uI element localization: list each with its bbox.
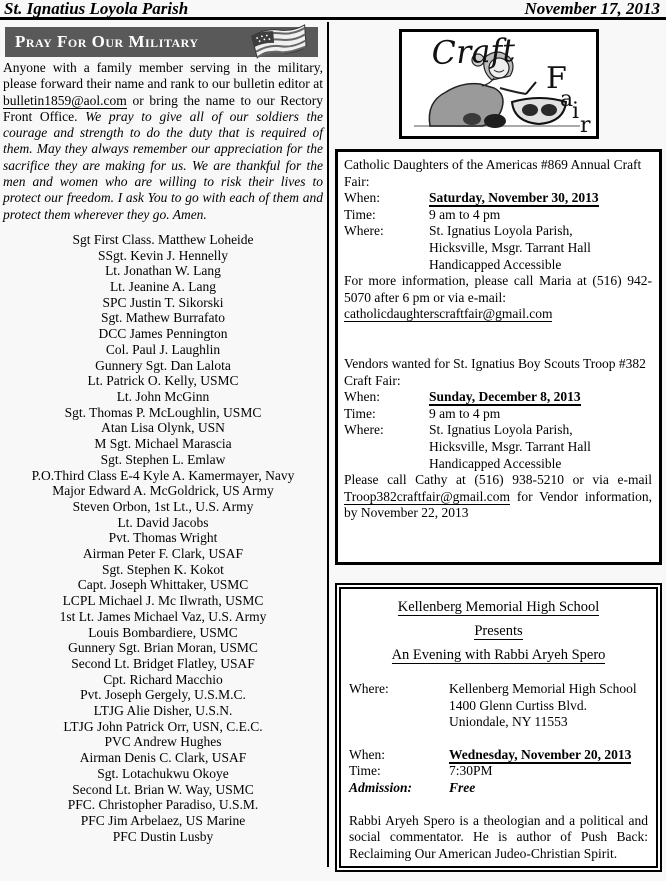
vendors-title: Vendors wanted for St. Ignatius Boy Scouts Troop #382 Craft Fair: xyxy=(344,355,646,388)
craft-fair-info-box xyxy=(335,149,662,565)
event-time-value: 7:30PM xyxy=(449,763,493,779)
craft-fair-illustration xyxy=(399,29,599,139)
where-label: Where: xyxy=(349,681,389,696)
svg-text:F: F xyxy=(545,61,567,96)
page-header xyxy=(0,0,666,20)
cda-time-value: 9 am to 4 pm xyxy=(429,206,501,222)
pray-for-military-banner xyxy=(5,27,318,57)
cda-contact-text: For more information, please call Maria at (516) 942-5070 after 6 pm or via e-mail: xyxy=(344,273,652,305)
kellenberg-heading-3: An Evening with Rabbi Aryeh Spero xyxy=(391,647,606,663)
troop-contact-paragraph xyxy=(344,472,652,522)
time-label: Time: xyxy=(349,763,381,779)
troop-where-line2: Hicksville, Msgr. Tarrant Hall xyxy=(429,438,591,454)
spacer xyxy=(344,323,652,356)
military-intro-paragraph xyxy=(3,60,323,223)
military-name: LTJG Alie Disher, U.S.N. xyxy=(93,703,233,719)
military-name: Major Edward A. McGoldrick, US Army xyxy=(52,483,274,499)
svg-text:a: a xyxy=(559,87,573,112)
military-name: DCC James Pennington xyxy=(98,326,228,342)
troop-email-link[interactable]: Troop382craftfair@gmail.com xyxy=(344,488,511,504)
military-name: Sgt First Class. Matthew Loheide xyxy=(72,231,254,247)
troop-time-row xyxy=(344,406,652,423)
military-name: PFC Dustin Lusby xyxy=(112,828,214,844)
military-name: Cpt. Richard Macchio xyxy=(103,671,223,687)
kellenberg-event-box xyxy=(335,583,662,872)
troop-where-line3: Handicapped Accessible xyxy=(429,455,562,471)
military-name: SPC Justin T. Sikorski xyxy=(102,294,224,310)
svg-text:r: r xyxy=(579,113,591,136)
military-name: Lt. Jeanine A. Lang xyxy=(109,279,217,295)
military-name: PFC. Christopher Paradiso, U.S.M. xyxy=(67,797,259,813)
military-names-list xyxy=(2,232,324,844)
military-name: Lt. Jonathan W. Lang xyxy=(105,263,221,279)
where-label: Where: xyxy=(344,422,384,438)
event-admission-row xyxy=(349,780,648,797)
troop-contact-text: Please call Cathy at (516) 938-5210 or via e-mail xyxy=(344,472,652,488)
event-admission-value: Free xyxy=(449,779,476,795)
when-label: When: xyxy=(344,190,380,206)
when-label: When: xyxy=(344,389,380,405)
military-name: SSgt. Kevin J. Hennelly xyxy=(97,247,229,263)
military-name: Second Lt. Bridget Flatley, USAF xyxy=(71,655,255,671)
military-name: Sgt. Mathew Burrafato xyxy=(100,310,226,326)
intro-text-2: or bring the name to our Rectory Front Office. xyxy=(3,92,323,124)
military-name: Gunnery Sgt. Brian Moran, USMC xyxy=(68,640,258,656)
cda-time-row xyxy=(344,207,652,224)
event-time-row xyxy=(349,763,648,780)
troop-time-value: 9 am to 4 pm xyxy=(429,405,501,421)
military-name: LTJG John Patrick Orr, USN, C.E.C. xyxy=(63,718,263,734)
kellenberg-heading-2: Presents xyxy=(474,623,523,639)
time-label: Time: xyxy=(344,405,376,421)
cda-where-line2: Hicksville, Msgr. Tarrant Hall xyxy=(429,239,591,255)
bulletin-editor-email-link[interactable]: bulletin1859@aol.com xyxy=(3,92,127,108)
cda-when-value: Saturday, November 30, 2013 xyxy=(429,190,599,206)
military-name: Pvt. Joseph Gergely, U.S.M.C. xyxy=(80,687,246,703)
parish-title: St. Ignatius Loyola Parish xyxy=(4,0,189,18)
military-name: Capt. Joseph Whittaker, USMC xyxy=(77,577,249,593)
troop-where-line1: St. Ignatius Loyola Parish, xyxy=(429,422,573,438)
military-name: Pvt. Thomas Wright xyxy=(108,530,218,546)
military-name: Col. Paul J. Laughlin xyxy=(105,341,221,357)
svg-text:i: i xyxy=(571,99,579,124)
banner-title: Pray For Our Military xyxy=(15,31,199,51)
rabbi-bio-paragraph: Rabbi Aryeh Spero is a theologian and a political and social commentator. He is author of Push Back: Reclaiming Our American Judeo-Christian Spirit. xyxy=(349,812,648,861)
event-where-line3: Uniondale, NY 11553 xyxy=(449,714,568,730)
left-column xyxy=(0,20,327,881)
military-name: Sgt. Stephen L. Emlaw xyxy=(100,451,226,467)
admission-label: Admission: xyxy=(349,779,413,795)
troop-when-row xyxy=(344,389,652,406)
military-name: Second Lt. Brian W. Way, USMC xyxy=(72,781,254,797)
military-name: 1st Lt. James Michael Vaz, U.S. Army xyxy=(59,608,267,624)
troop-where-row xyxy=(344,422,652,472)
cda-where-line1: St. Ignatius Loyola Parish, xyxy=(429,223,573,239)
military-name: LCPL Michael J. Mc Ilwrath, USMC xyxy=(62,593,264,609)
right-column xyxy=(329,20,666,881)
event-when-value: Wednesday, November 20, 2013 xyxy=(449,746,632,762)
cda-where-line3: Handicapped Accessible xyxy=(429,256,562,272)
military-name: Lt. John McGinn xyxy=(116,389,210,404)
military-name: PFC Jim Arbelaez, US Marine xyxy=(80,812,246,828)
military-name: Airman Denis C. Clark, USAF xyxy=(79,750,247,766)
craft-word: Craft xyxy=(430,32,516,72)
troop-contact-text-2: for Vendor information, by November 22, 2013 xyxy=(344,488,652,521)
military-name: Sgt. Thomas P. McLoughlin, USMC xyxy=(64,404,262,420)
cda-contact-paragraph xyxy=(344,273,652,323)
military-name: Sgt. Lotachukwu Okoye xyxy=(97,765,229,781)
cda-when-row xyxy=(344,190,652,207)
cda-email-link[interactable]: catholicdaughterscraftfair@gmail.com xyxy=(344,306,553,322)
event-where-row xyxy=(349,681,648,731)
where-label: Where: xyxy=(344,223,384,239)
kellenberg-heading-1: Kellenberg Memorial High School xyxy=(397,599,600,615)
event-where-line2: 1400 Glenn Curtiss Blvd. xyxy=(449,697,588,713)
time-label: Time: xyxy=(344,206,376,222)
cda-title: Catholic Daughters of the Americas #869 Annual Craft Fair: xyxy=(344,157,642,189)
intro-text-1: Anyone with a family member serving in the military, please forward their name and rank to our bulletin editor at xyxy=(3,60,323,92)
military-prayer-text: We pray to give all of our soldiers the courage and strength to do the duty that is required of them. May they always remember our appreciation for the sacrifice they are making for us. We are thankful for the men and women who are willing to risk their lives to protect our freedom. I ask You to go with each of them and protect them wherever they go. Amen. xyxy=(3,108,323,222)
military-name: Lt. Patrick O. Kelly, USMC xyxy=(87,373,239,389)
header-date: November 17, 2013 xyxy=(524,0,660,18)
cda-where-row xyxy=(344,223,652,273)
military-name: M Sgt. Michael Marascia xyxy=(94,436,232,452)
event-when-row xyxy=(349,747,648,764)
military-name: Louis Bombardiere, USMC xyxy=(88,624,238,640)
military-name: P.O.Third Class E-4 Kyle A. Kamermayer, Navy xyxy=(31,467,295,483)
military-name: Steven Orbon, 1st Lt., U.S. Army xyxy=(72,498,254,514)
when-label: When: xyxy=(349,746,385,762)
military-name: Atan Lisa Olynk, USN xyxy=(101,420,225,436)
military-name: PVC Andrew Hughes xyxy=(104,734,222,750)
military-name: Lt. David Jacobs xyxy=(117,514,209,530)
troop-when-value: Sunday, December 8, 2013 xyxy=(429,389,581,405)
military-name: Gunnery Sgt. Dan Lalota xyxy=(95,357,231,373)
military-name: Sgt. Stephen K. Kokot xyxy=(102,561,224,577)
military-name: Airman Peter F. Clark, USAF xyxy=(82,546,244,562)
us-flag-icon xyxy=(248,23,312,65)
event-where-line1: Kellenberg Memorial High School xyxy=(449,681,637,696)
